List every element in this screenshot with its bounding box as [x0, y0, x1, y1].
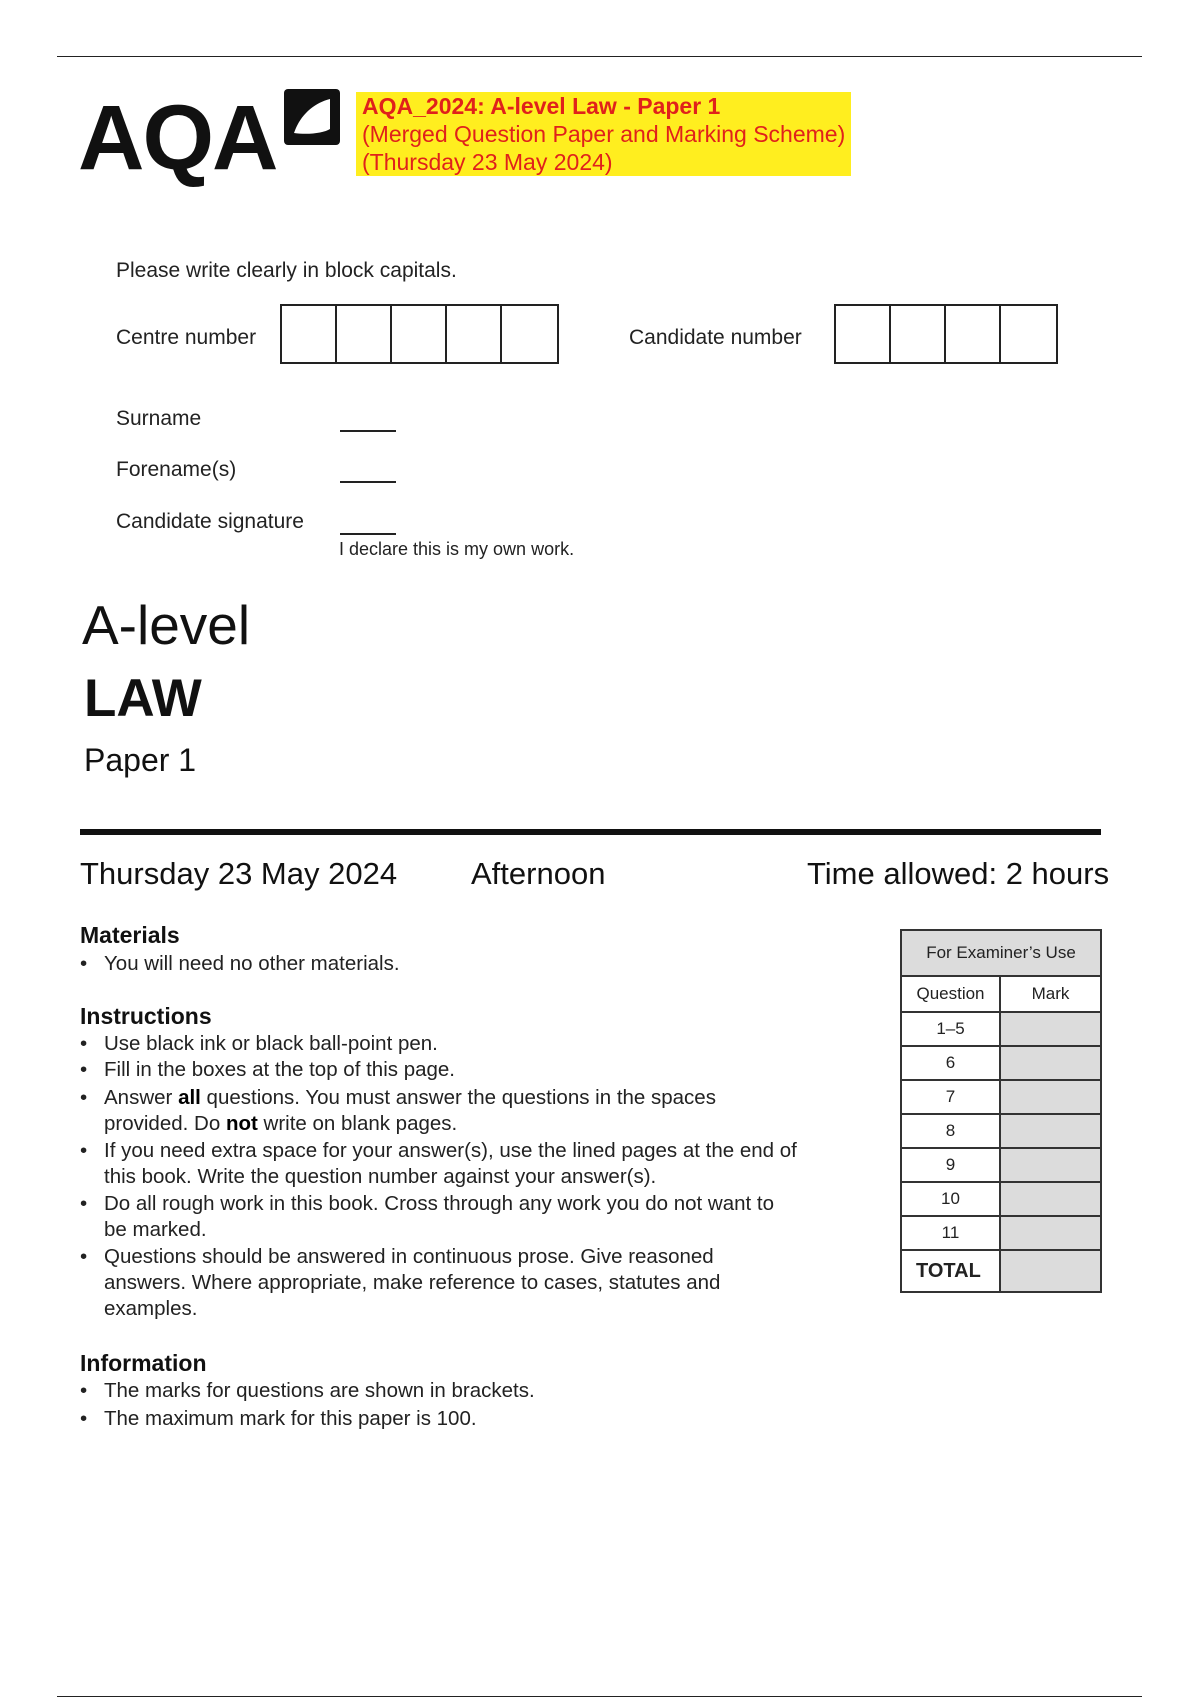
heading-line-3: (Thursday 23 May 2024) [359, 149, 616, 175]
mark-cell [1000, 1080, 1101, 1114]
table-row [901, 1046, 1101, 1080]
table-row [901, 1182, 1101, 1216]
top-rule [57, 56, 1142, 57]
mark-cell [1000, 1148, 1101, 1182]
candidate-digit-box[interactable] [891, 306, 946, 362]
candidate-digit-box[interactable] [836, 306, 891, 362]
mark-cell [1000, 1114, 1101, 1148]
table-row [901, 1080, 1101, 1114]
forename-field[interactable] [340, 481, 396, 483]
aqa-logo: AQA [78, 87, 277, 189]
mark-cell [1000, 1012, 1101, 1046]
subject-title: LAW [84, 669, 202, 728]
signature-label: Candidate signature [116, 510, 304, 533]
block-capitals-instruction: Please write clearly in block capitals. [116, 259, 457, 282]
list-item: • Use black ink or black ball-point pen. [80, 1032, 438, 1055]
total-row [901, 1250, 1101, 1292]
centre-digit-box[interactable] [502, 306, 557, 362]
total-label: TOTAL [901, 1250, 1000, 1292]
question-number: 6 [901, 1046, 1000, 1080]
table-row [901, 1216, 1101, 1250]
surname-field[interactable] [340, 430, 396, 432]
materials-heading: Materials [80, 922, 180, 948]
exam-session: Afternoon [471, 856, 606, 891]
table-row [901, 1148, 1101, 1182]
list-item: • The maximum mark for this paper is 100. [80, 1407, 477, 1430]
information-heading: Information [80, 1350, 207, 1376]
examiner-table-title: For Examiner’s Use [901, 930, 1101, 976]
candidate-digit-box[interactable] [946, 306, 1001, 362]
question-number: 11 [901, 1216, 1000, 1250]
list-item: • You will need no other materials. [80, 952, 400, 975]
centre-number-boxes[interactable] [280, 304, 559, 364]
document-heading [356, 92, 851, 176]
table-row [901, 1114, 1101, 1148]
centre-digit-box[interactable] [337, 306, 392, 362]
aqa-logo-mark-icon [284, 89, 340, 145]
heading-line-2: (Merged Question Paper and Marking Scheme) [359, 121, 848, 147]
examiner-use-table [900, 929, 1102, 1293]
mark-column-header: Mark [1000, 976, 1101, 1012]
candidate-digit-box[interactable] [1001, 306, 1056, 362]
exam-date: Thursday 23 May 2024 [80, 856, 398, 891]
instructions-heading: Instructions [80, 1003, 212, 1029]
candidate-number-boxes[interactable] [834, 304, 1058, 364]
signature-field[interactable] [340, 533, 396, 535]
paper-title: Paper 1 [84, 742, 197, 778]
question-column-header: Question [901, 976, 1000, 1012]
list-item: • Do all rough work in this book. Cross through any work you do not want to be marked. [80, 1192, 775, 1241]
question-number: 10 [901, 1182, 1000, 1216]
title-divider [80, 829, 1101, 835]
mark-cell [1000, 1216, 1101, 1250]
question-number: 8 [901, 1114, 1000, 1148]
list-item: • Fill in the boxes at the top of this page. [80, 1058, 455, 1081]
mark-cell [1000, 1046, 1101, 1080]
forename-label: Forename(s) [116, 458, 237, 481]
total-mark-cell [1000, 1250, 1101, 1292]
mark-cell [1000, 1182, 1101, 1216]
bottom-rule [57, 1696, 1142, 1697]
list-item: • If you need extra space for your answer(s), use the lined pages at the end of this book. Write the question number against your answer(s). [80, 1139, 797, 1188]
centre-digit-box[interactable] [392, 306, 447, 362]
level-title: A-level [82, 594, 251, 656]
candidate-number-label: Candidate number [629, 326, 802, 349]
table-row [901, 1012, 1101, 1046]
question-number: 9 [901, 1148, 1000, 1182]
list-item: • The marks for questions are shown in brackets. [80, 1379, 535, 1402]
question-number: 1–5 [901, 1012, 1000, 1046]
list-item: • Answer all questions. You must answer the questions in the spaces provided. Do not write on blank pages. [80, 1086, 716, 1135]
centre-digit-box[interactable] [447, 306, 502, 362]
declaration-text: I declare this is my own work. [339, 539, 575, 559]
time-allowed: Time allowed: 2 hours [807, 856, 1110, 891]
surname-label: Surname [116, 407, 202, 430]
centre-number-label: Centre number [116, 326, 257, 349]
heading-line-1: AQA_2024: A-level Law - Paper 1 [359, 93, 723, 119]
centre-digit-box[interactable] [282, 306, 337, 362]
list-item: • Questions should be answered in continuous prose. Give reasoned answers. Where appropriate, make reference to cases, statutes and examples. [80, 1245, 721, 1320]
question-number: 7 [901, 1080, 1000, 1114]
